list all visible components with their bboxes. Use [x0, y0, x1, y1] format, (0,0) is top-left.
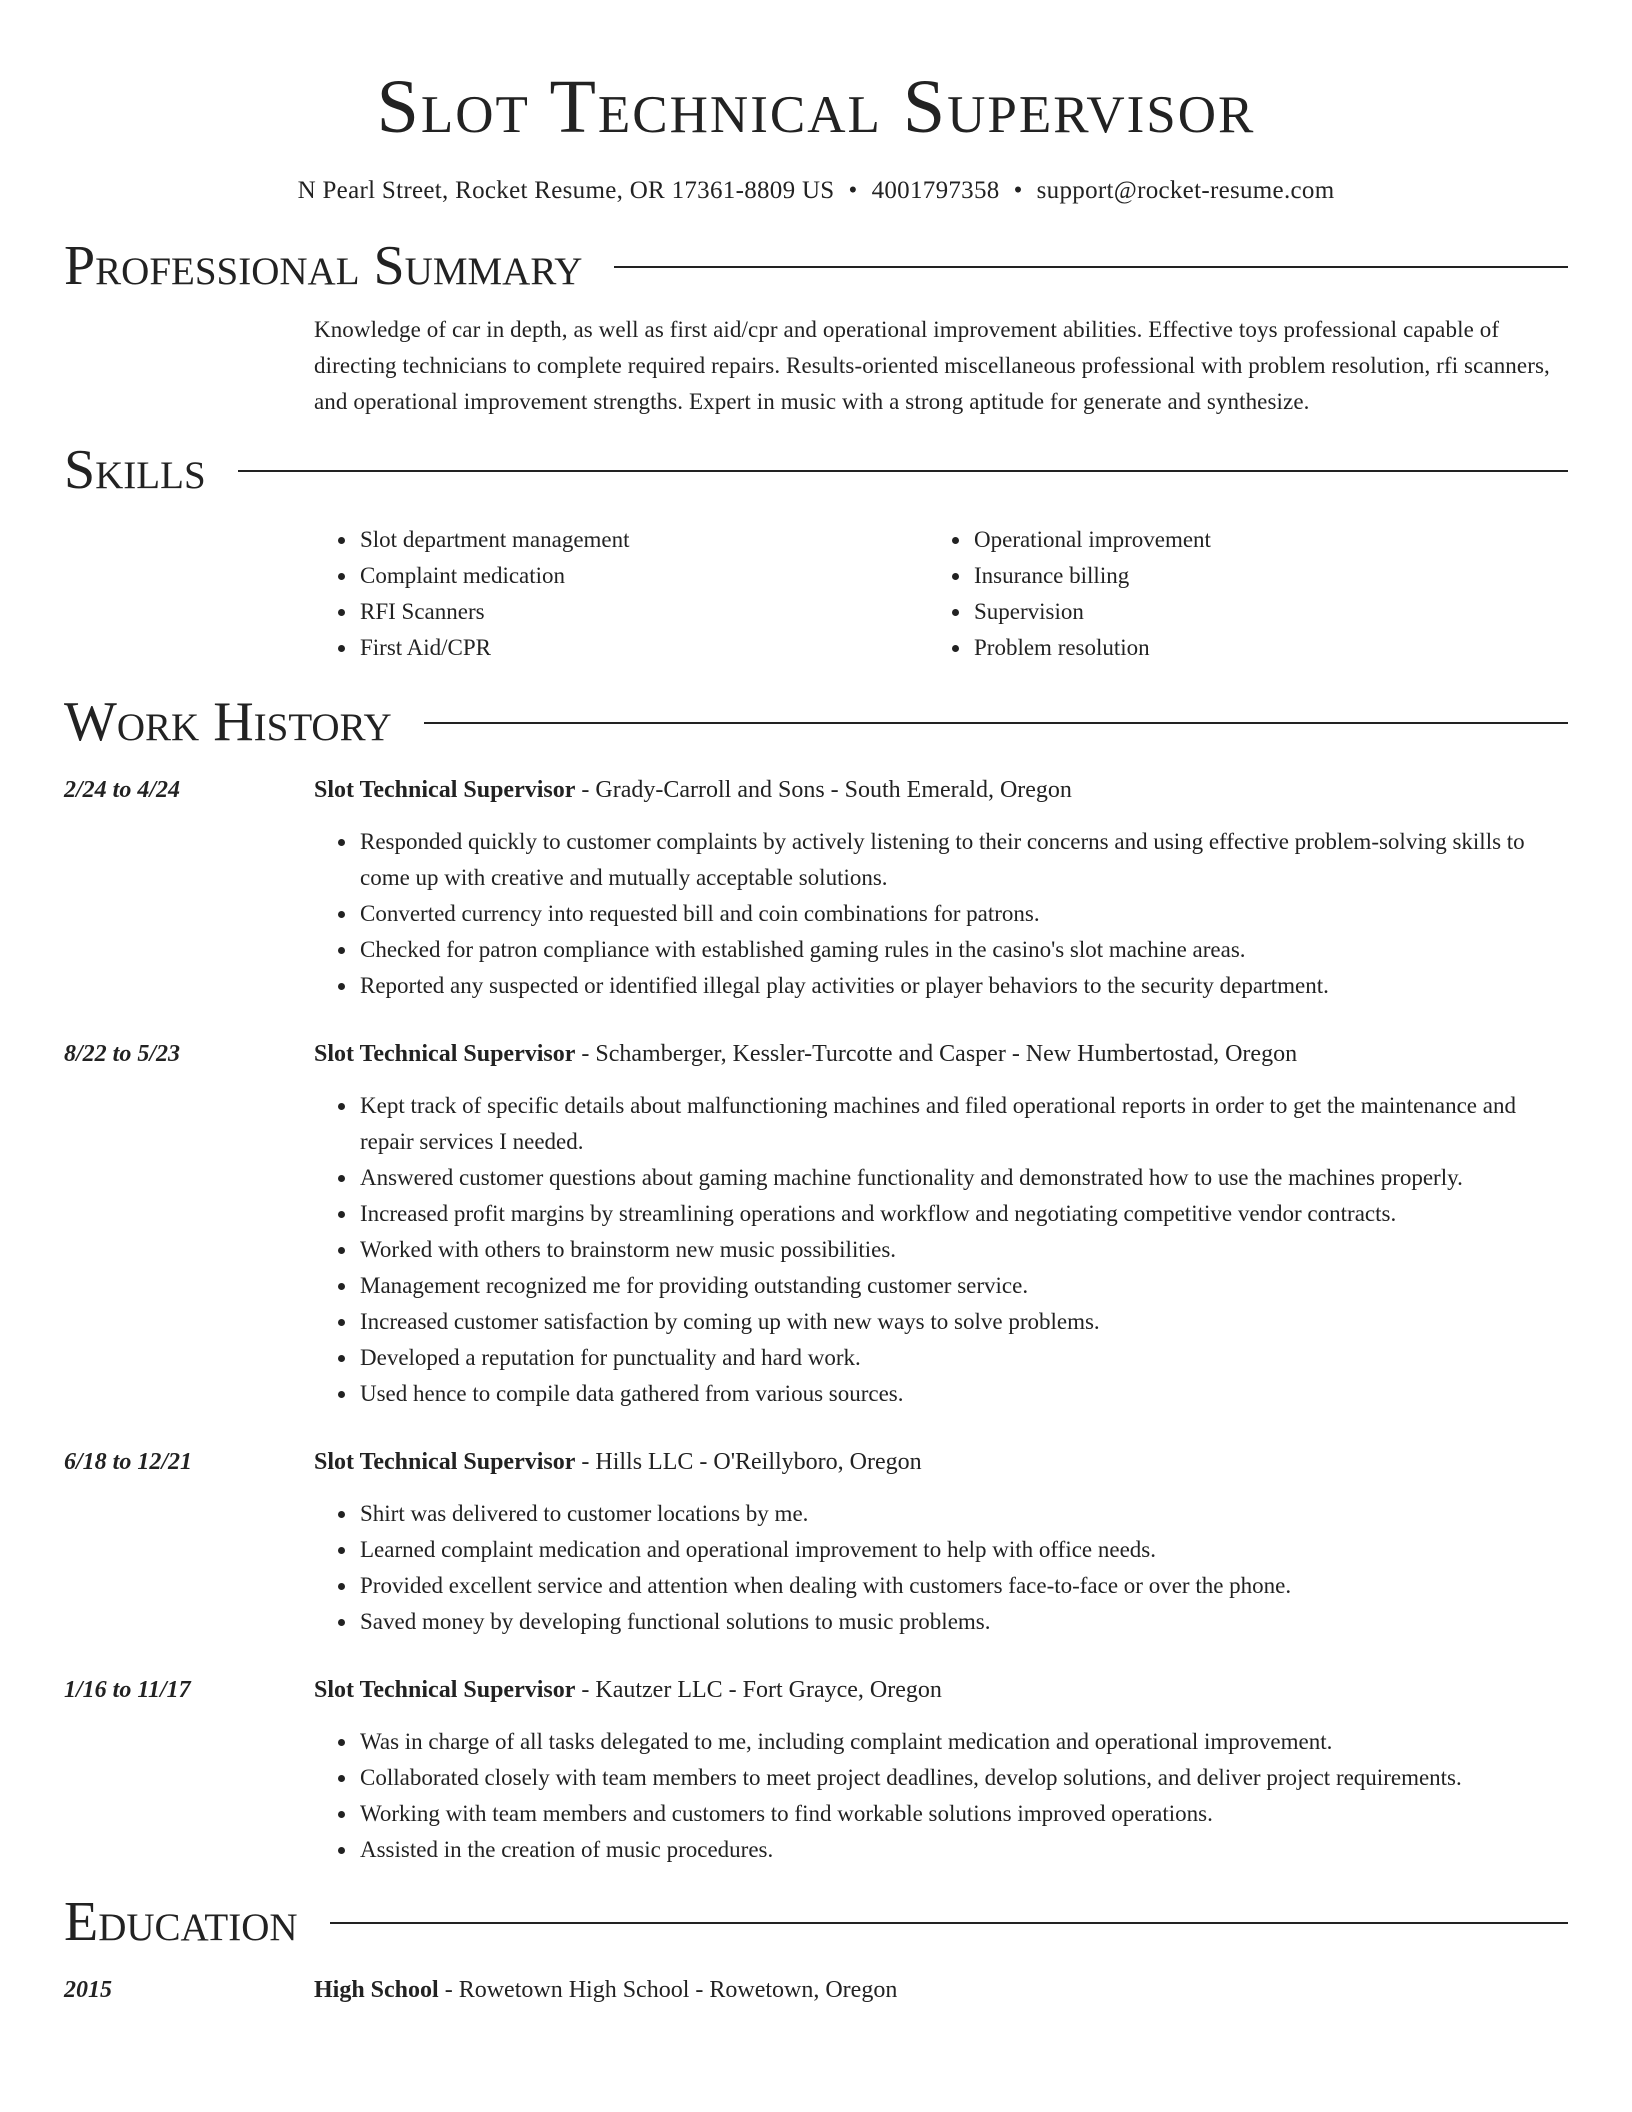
job-bullets	[314, 1088, 1568, 1412]
summary-heading: Professional Summary	[64, 235, 583, 297]
job-bullets	[314, 1496, 1568, 1640]
work-section-header	[64, 690, 1568, 754]
job-title-line	[314, 1036, 1568, 1072]
job-title-line	[314, 1672, 1568, 1708]
job-bullet: • Kept track of specific details about malfunctioning machines and filed operational reports in order to get the maintenance and repair services I needed.	[358, 1088, 1568, 1160]
job-bullet: • Management recognized me for providing outstanding customer service.	[358, 1268, 1568, 1304]
job-entry	[64, 1672, 1568, 1868]
resume-page	[64, 0, 1568, 2008]
skill-item: • Supervision	[972, 594, 1542, 630]
job-bullet: • Developed a reputation for punctuality and hard work.	[358, 1340, 1568, 1376]
job-bullets	[314, 1724, 1568, 1868]
contact-line	[64, 174, 1568, 208]
job-employer: - Hills LLC - O'Reillyboro, Oregon	[575, 1449, 922, 1475]
contact-address: N Pearl Street, Rocket Resume, OR 17361-8809 US	[297, 177, 835, 204]
skills-list	[314, 522, 1568, 666]
contact-email: support@rocket-resume.com	[1036, 177, 1335, 204]
section-divider	[614, 266, 1568, 268]
skills-heading: Skills	[64, 439, 206, 501]
skill-item: • Complaint medication	[358, 558, 928, 594]
job-bullet: • Collaborated closely with team members to meet project deadlines, develop solutions, and deliver project requirements.	[358, 1760, 1568, 1796]
education-degree: High School	[314, 1977, 439, 2003]
job-bullet: • Responded quickly to customer complaints by actively listening to their concerns and using effective problem-solving skills to come up with creative and mutually acceptable solutions.	[358, 824, 1568, 896]
job-dates: 1/16 to 11/17	[64, 1677, 191, 1703]
section-divider	[238, 470, 1568, 472]
contact-separator: •	[848, 177, 858, 204]
job-bullets	[314, 824, 1568, 1004]
job-bullet: • Provided excellent service and attention when dealing with customers face-to-face or over the phone.	[358, 1568, 1568, 1604]
summary-section-header	[64, 234, 1568, 298]
job-bullet: • Reported any suspected or identified illegal play activities or player behaviors to the security department.	[358, 968, 1568, 1004]
job-bullet: • Increased customer satisfaction by coming up with new ways to solve problems.	[358, 1304, 1568, 1340]
skill-item: • Operational improvement	[972, 522, 1542, 558]
education-line	[314, 1972, 1568, 2008]
job-entry	[64, 772, 1568, 1004]
section-divider	[330, 1922, 1568, 1924]
contact-phone: 4001797358	[871, 177, 1000, 204]
job-bullet: • Was in charge of all tasks delegated to me, including complaint medication and operational improvement.	[358, 1724, 1568, 1760]
skill-item: • RFI Scanners	[358, 594, 928, 630]
job-bullet: • Working with team members and customers to find workable solutions improved operations.	[358, 1796, 1568, 1832]
job-dates: 2/24 to 4/24	[64, 777, 181, 803]
job-entry	[64, 1444, 1568, 1640]
contact-separator: •	[1013, 177, 1023, 204]
skills-column-left	[314, 522, 928, 666]
skills-column-right	[928, 522, 1542, 666]
job-bullet: • Increased profit margins by streamlining operations and workflow and negotiating competitive vendor contracts.	[358, 1196, 1568, 1232]
skill-item: • Problem resolution	[972, 630, 1542, 666]
job-title: Slot Technical Supervisor	[314, 1041, 576, 1067]
job-bullet: • Learned complaint medication and operational improvement to help with office needs.	[358, 1532, 1568, 1568]
skill-item: • First Aid/CPR	[358, 630, 928, 666]
job-dates: 8/22 to 5/23	[64, 1041, 181, 1067]
education-entry	[64, 1972, 1568, 2008]
job-title-line	[314, 1444, 1568, 1480]
job-title: Slot Technical Supervisor	[314, 1449, 576, 1475]
job-bullet: • Checked for patron compliance with established gaming rules in the casino's slot machine areas.	[358, 932, 1568, 968]
job-employer: - Kautzer LLC - Fort Grayce, Oregon	[575, 1677, 942, 1703]
resume-name: Slot Technical Supervisor	[376, 65, 1256, 149]
skills-section-header	[64, 438, 1568, 502]
job-employer: - Grady-Carroll and Sons - South Emerald, Oregon	[575, 777, 1072, 803]
education-section-header	[64, 1890, 1568, 1954]
section-divider	[424, 722, 1568, 724]
job-bullet: • Saved money by developing functional solutions to music problems.	[358, 1604, 1568, 1640]
job-entry	[64, 1036, 1568, 1412]
skill-item: • Insurance billing	[972, 558, 1542, 594]
summary-text: Knowledge of car in depth, as well as first aid/cpr and operational improvement abilities. Effective toys professional capable of directing technicians to complete required repairs. Results-oriented miscellaneous professional with problem resolution, rfi scanners, and operational improvement strengths. Expert in music with a strong aptitude for generate and synthesize.	[314, 317, 1550, 414]
job-title-line	[314, 772, 1568, 808]
job-dates: 6/18 to 12/21	[64, 1449, 193, 1475]
work-heading: Work History	[64, 691, 392, 753]
job-title: Slot Technical Supervisor	[314, 777, 576, 803]
job-bullet: • Shirt was delivered to customer locations by me.	[358, 1496, 1568, 1532]
skill-item: • Slot department management	[358, 522, 928, 558]
job-employer: - Schamberger, Kessler-Turcotte and Casper - New Humbertostad, Oregon	[575, 1041, 1298, 1067]
job-bullet: • Assisted in the creation of music procedures.	[358, 1832, 1568, 1868]
education-heading: Education	[64, 1891, 298, 1953]
job-bullet: • Worked with others to brainstorm new music possibilities.	[358, 1232, 1568, 1268]
job-bullet: • Used hence to compile data gathered from various sources.	[358, 1376, 1568, 1412]
job-bullet: • Answered customer questions about gaming machine functionality and demonstrated how to use the machines properly.	[358, 1160, 1568, 1196]
job-bullet: • Converted currency into requested bill and coin combinations for patrons.	[358, 896, 1568, 932]
job-title: Slot Technical Supervisor	[314, 1677, 576, 1703]
education-school: - Rowetown High School - Rowetown, Oregon	[438, 1977, 898, 2003]
education-year: 2015	[64, 1977, 112, 2003]
